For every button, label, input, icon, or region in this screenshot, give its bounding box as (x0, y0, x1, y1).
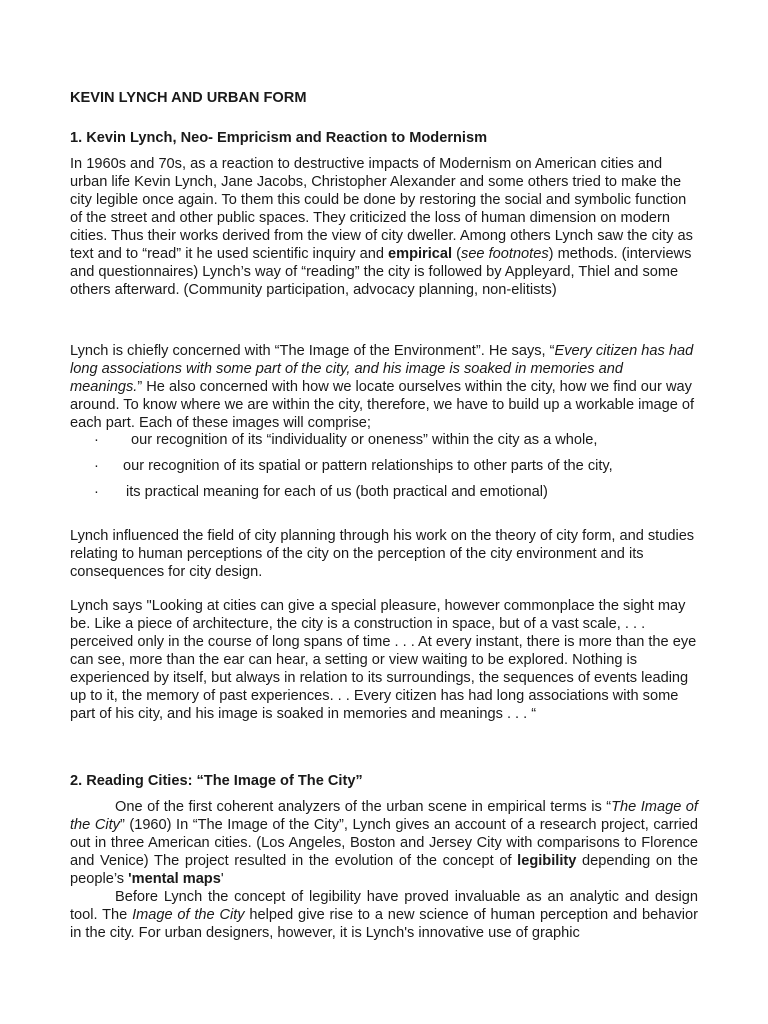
list-item-text: our recognition of its “individuality or oneness” within the city as a whole, (131, 432, 598, 448)
list-item (70, 431, 698, 457)
list-item-text: our recognition of its spatial or pattern relationships to other parts of the city, (123, 458, 613, 474)
bullet-icon: · (94, 484, 99, 500)
image-components-list (70, 431, 698, 509)
legibility-emphasis: legibility (517, 853, 577, 869)
paragraph-lynch-says-quote: Lynch says "Looking at cities can give a special pleasure, however commonplace the sight may be. Like a piece of architecture, the city is a construction in space, but of a vast scale, . . . perceived only in the course of long spans of time . . . At every instant, there is more than the eye can see, more than the ear can hear, a setting or view waiting to be explored. Nothing is experienced by itself, but always in relation to its surroundings, the sequences of events leading up to it, the memory of past experiences. . . Every citizen has had long associations with some part of his city, and his image is soaked in memories and meanings . . . “ (70, 598, 697, 722)
paragraph-neo-empiricism: In 1960s and 70s, as a reaction to destructive impacts of Modernism on American cities and urban life Kevin Lynch, Jane Jacobs, Christopher Alexander and some others tried to make the city legible once again. To them this could be done by restoring the social and symbolic function of the street and other public spaces. They criticized the loss of human dimension on modern cities. Thus their works derived from the view of city dweller. Among others Lynch saw the city as text and to “read” it he used scientific inquiry and empirical (see footnotes) methods. (interviews and questionnaires) Lynch’s way of “reading” the city is followed by Appleyard, Thiel and some others afterward. (Community participation, advocacy planning, non-elitists) (70, 156, 693, 298)
paragraph-image-of-environment: Lynch is chiefly concerned with “The Image of the Environment”. He says, “Every citizen has had long associations with some part of the city, and his image is soaked in memories and meanings.” He also concerned with how we locate ourselves within the city, how we find our way around. To know where we are within the city, therefore, we have to build up a workable image of each part. Each of these images will comprise; (70, 343, 695, 431)
mental-maps-emphasis: 'mental maps (128, 871, 221, 887)
list-item (70, 457, 698, 483)
document-title: KEVIN LYNCH AND URBAN FORM (70, 90, 307, 106)
bullet-icon: · (94, 432, 99, 448)
book-title-italic: Image of the City (132, 907, 245, 923)
paragraph-image-of-the-city: One of the first coherent analyzers of the urban scene in empirical terms is “The Image of the City” (1960) In “The Image of the City”, Lynch gives an account of a research project, carried out in three American cities. (Los Angeles, Boston and Jersey City with comparisons to Florence and Venice) The project resulted in the evolution of the concept of legibility depending on the people’s 'mental maps' (70, 799, 699, 887)
see-footnotes-emphasis: see footnotes (461, 246, 549, 262)
list-item (70, 483, 698, 509)
paragraph-lynch-influence: Lynch influenced the field of city planning through his work on the theory of city form, and studies relating to human perceptions of the city on the perception of the city environment and its consequences for city design. (70, 528, 695, 580)
section-1-heading: 1. Kevin Lynch, Neo- Empricism and Reaction to Modernism (70, 130, 488, 146)
book-title-italic: The Image of the City (70, 799, 698, 833)
lynch-quote-italic: Every citizen has had long associations with some part of the city, and his image is soaked in memories and meanings. (70, 343, 694, 395)
list-item-text: its practical meaning for each of us (both practical and emotional) (126, 484, 548, 500)
empirical-emphasis: empirical (388, 246, 453, 262)
section-2-heading: 2. Reading Cities: “The Image of The City” (70, 773, 363, 789)
paragraph-legibility-tool: Before Lynch the concept of legibility have proved invaluable as an analytic and design tool. The Image of the City helped give rise to a new science of human perception and behavior in the city. For urban designers, however, it is Lynch's innovative use of graphic (70, 889, 698, 941)
bullet-icon: · (94, 458, 99, 474)
